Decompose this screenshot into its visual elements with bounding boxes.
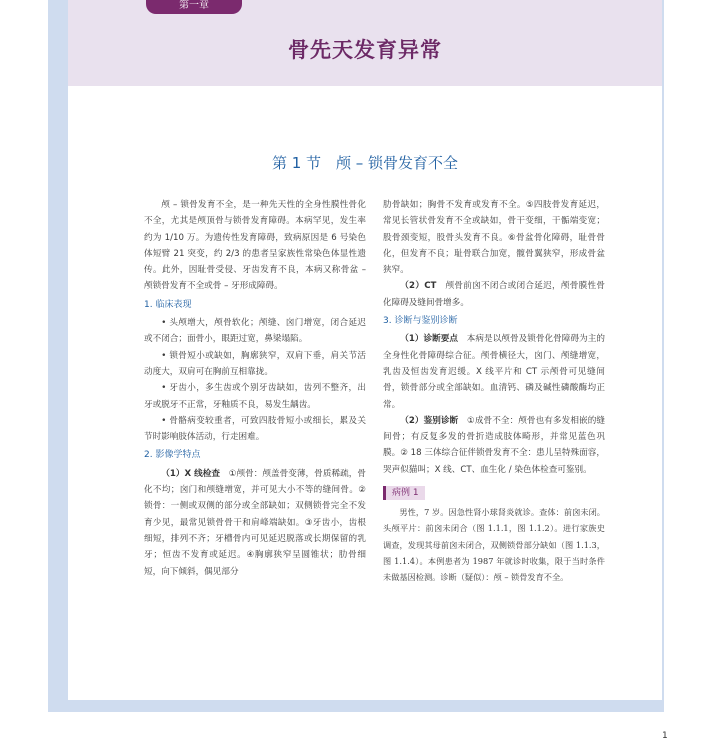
bottom-frame-strip (48, 700, 664, 712)
diagnosis-paragraph (383, 331, 605, 412)
chapter-title: 骨先天发育异常 (288, 37, 442, 62)
xray-text: ①颅骨：颅盖骨变薄，骨质稀疏，骨化不均；囟门和颅缝增宽，并可见大小不等的缝间骨。②锁骨：一侧或双侧的部分或全部缺如；双侧锁骨完全不发育少见，最常见锁骨骨干和肩峰端缺如。③牙齿小，齿根细短，排列不齐；牙槽骨内可见延迟脱落或长期保留的乳牙；恒齿不发育或延迟。④胸廓狭窄呈圆锥状；肋骨细短，向下倾斜，偶见部分 (144, 468, 366, 577)
left-column (144, 197, 366, 580)
differential-label: （2）鉴别诊断 (400, 415, 459, 426)
section-title: 第 1 节 颅 – 锁骨发育不全 (271, 154, 459, 172)
intro-paragraph: 颅 – 锁骨发育不全，是一种先天性的全身性膜性骨化不全，尤其是颅顶骨与锁骨发育障碍。本病罕见，发生率约为 1/10 万。为遗传性发育障碍，致病原因是 6 号染色体短臂 21 突变，约 2/3 的患者呈家族性常染色体显性遗传。此外，因耻骨受侵、牙齿发育不良，本病又称骨盆 – 颅锁骨发育不全或骨 – 牙形成障碍。 (144, 200, 366, 292)
differential-text: ①成骨不全：颅骨也有多发相嵌的缝间骨；有反复多发的骨折造成肢体畸形，并常见蓝色巩膜。② 18 三体综合征伴锁骨发育不全：患儿呈特殊面容，哭声似猫叫；X 线、CT、血生化 / 染色体检查可鉴别。 (383, 415, 605, 475)
page-body (68, 86, 668, 741)
xray-paragraph (144, 466, 366, 580)
heading-imaging: 2. 影像学特点 (144, 450, 201, 461)
chapter-tab: 第一章 (146, 0, 242, 14)
diagnosis-text: 本病是以颅骨及锁骨化骨障碍为主的全身性化骨障碍综合征。颅骨横径大，囟门、颅缝增宽，乳齿及恒齿发育迟缓。X 线平片和 CT 示颅骨可见缝间骨，锁骨部分或全部缺如。血清钙、磷及碱性磷酸酶均正常。 (383, 334, 605, 410)
case-paragraph: 男性，7 岁。因急性肾小球肾炎就诊。查体：前囟未闭。头颅平片：前囟未闭合（图 1.1.1，图 1.1.2）。进行家族史调查，发现其母前囟未闭合，双侧锁骨部分缺如（图 1.1.3，图 1.1.4）。本例患者为 1987 年就诊时收集，限于当时条件未做基因检测。诊断（疑似）：颅 – 锁骨发育不全。 (383, 507, 605, 583)
xray-continued: 肋骨缺如；胸骨不发育或发育不全。⑤四肢骨发育延迟，常见长管状骨发育不全或缺如，骨干变细，干骺端变宽；股骨颈变短，股骨头发育不良。⑥骨盆骨化障碍，耻骨骨化，但发育不良；耻骨联合加宽，髋骨翼狭窄，形成骨盆狭窄。 (383, 200, 605, 276)
heading-diagnosis: 3. 诊断与鉴别诊断 (383, 316, 458, 327)
diagnosis-label: （1）诊断要点 (400, 334, 459, 345)
clinical-item-3: • 牙齿小，多生齿或个别牙齿缺如，齿列不整齐，出牙或脱牙不正常，牙釉质不良，易发生龋齿。 (144, 383, 366, 410)
heading-clinical: 1. 临床表现 (144, 299, 192, 310)
ct-text: 颅骨前囟不闭合或闭合延迟，颅骨膜性骨化障碍及缝间骨增多。 (383, 281, 605, 308)
ct-label: （2）CT (400, 281, 437, 292)
clinical-item-1: • 头颅增大，颅骨软化；颅缝、囟门增宽，闭合延迟或不闭合；面骨小，眼距过宽，鼻梁塌陷。 (144, 318, 366, 345)
right-column (383, 197, 605, 586)
clinical-item-4: • 骨骼病变较重者，可致四肢骨短小或细长，累及关节时影响肢体活动，行走困难。 (144, 415, 366, 443)
ct-paragraph (383, 278, 605, 311)
case-badge: 病例 1 (383, 486, 425, 500)
xray-label: （1）X 线检查 (161, 468, 221, 479)
differential-paragraph (383, 413, 605, 478)
clinical-item-2: • 锁骨短小或缺如，胸廓狭窄，双肩下垂，肩关节活动度大，双肩可在胸前互相靠拢。 (144, 350, 366, 377)
page-number: 1 (662, 731, 668, 741)
